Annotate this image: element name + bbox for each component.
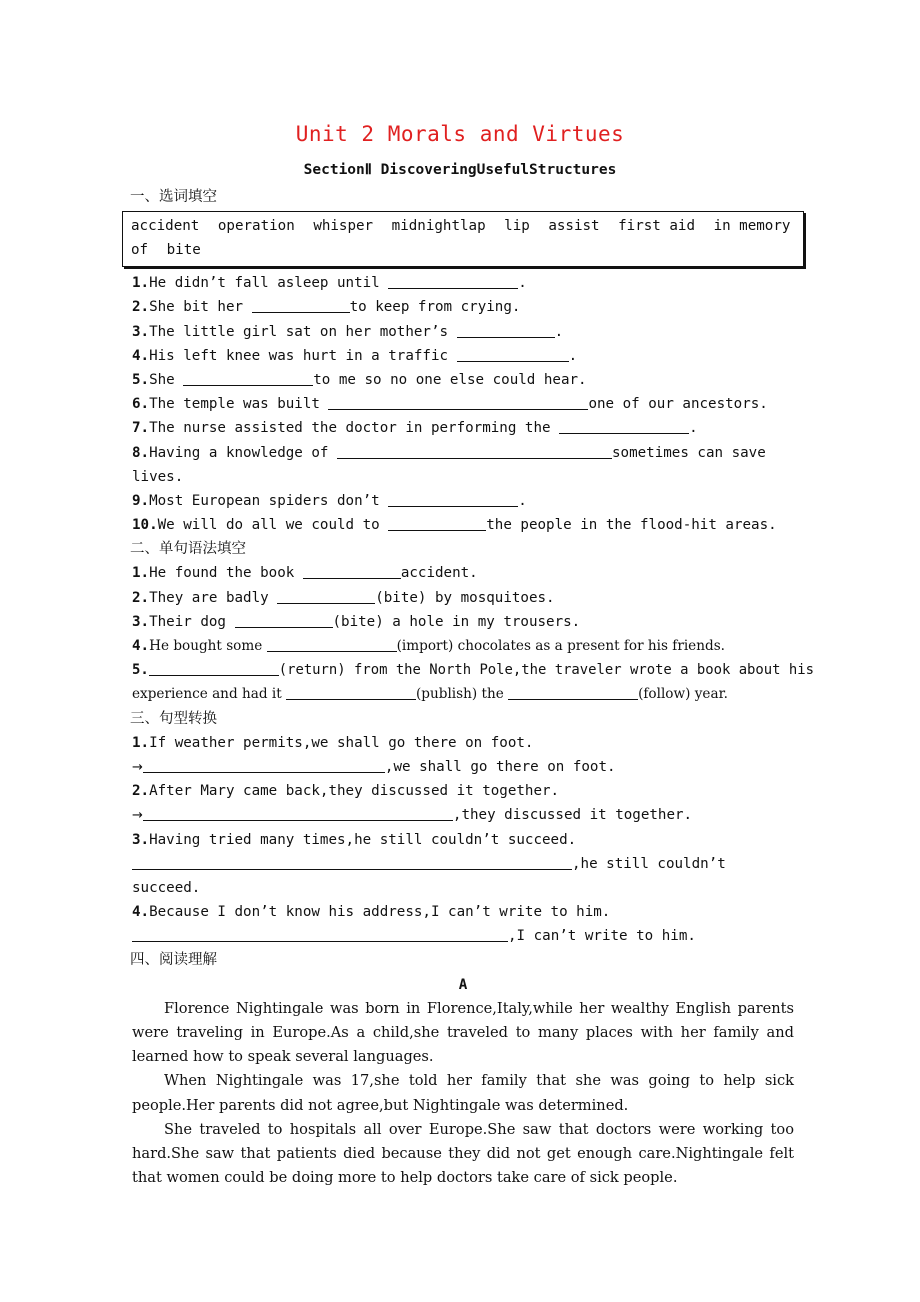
answer-line: ,he still couldn’t: [132, 852, 794, 876]
word-bank-item: lip: [504, 218, 530, 235]
word-bank-item: first aid: [618, 218, 696, 235]
passage-paragraph: She traveled to hospitals all over Europe.She saw that doctors were working too hard.She saw that patients died because they did not get enough care.Nightingale felt that women could be doing more to help doctors take care of sick people.: [132, 1120, 794, 1187]
arrow-icon: →: [132, 808, 143, 824]
question-line: 4.His left knee was hurt in a traffic .: [132, 347, 578, 364]
arrow-icon: →: [132, 759, 143, 775]
answer-blank[interactable]: [132, 854, 572, 870]
question-line: 3.Having tried many times,he still couldn’t succeed.: [132, 831, 577, 848]
word-bank-item: operation: [217, 218, 295, 235]
question-line: 7.The nurse assisted the doctor in performing the .: [132, 420, 698, 437]
worksheet-body: [130, 185, 814, 1190]
question-line: 2.They are badly (bite) by mosquitoes.: [132, 589, 555, 606]
section-heading-grammar: 二、单句语法填空: [130, 541, 246, 558]
answer-line: ,I can’t write to him.: [132, 924, 794, 948]
answer-blank[interactable]: [143, 805, 453, 821]
word-bank-box: [122, 211, 804, 267]
passage-label: A: [458, 976, 468, 993]
section-heading-vocab: 一、选词填空: [130, 189, 217, 205]
answer-blank[interactable]: [235, 612, 333, 628]
question-line: 5. (return) from the North Pole,the traveler wrote a book about his: [132, 662, 814, 679]
passage-paragraph: When Nightingale was 17,she told her family that she was going to help sick people.Her parents did not agree,but Nightingale was determined.: [132, 1072, 794, 1114]
question-line: 5.She to me so no one else could hear.: [132, 371, 587, 388]
word-bank-item: whisper: [313, 218, 374, 235]
question-line: 3.Their dog (bite) a hole in my trousers.: [132, 613, 581, 630]
answer-blank[interactable]: [337, 443, 612, 459]
answer-blank[interactable]: [457, 322, 555, 338]
answer-line: → ,they discussed it together.: [132, 807, 693, 824]
question-line: 9.Most European spiders don’t .: [132, 492, 527, 509]
question-line-continued: experience and had it (publish) the (follow) year.: [132, 686, 728, 703]
answer-blank[interactable]: [183, 370, 313, 386]
answer-blank[interactable]: [388, 491, 518, 507]
question-line: 4.He bought some (import) chocolates as a present for his friends.: [132, 638, 725, 654]
question-line: 8.Having a knowledge of sometimes can save: [132, 444, 766, 461]
answer-blank[interactable]: [328, 394, 588, 410]
passage-paragraph: Florence Nightingale was born in Florence,Italy,while her wealthy English parents were traveling in Europe.As a child,she traveled to many places with her family and learned how to speak several languages.: [132, 999, 794, 1066]
word-bank-item: accident: [131, 218, 200, 235]
answer-blank[interactable]: [303, 563, 401, 579]
answer-blank[interactable]: [267, 636, 397, 652]
question-line: 1.If weather permits,we shall go there on foot.: [132, 734, 534, 751]
answer-line: → ,we shall go there on foot.: [132, 758, 616, 775]
answer-blank[interactable]: [132, 926, 508, 942]
question-line: 4.Because I don’t know his address,I can’t write to him.: [132, 904, 611, 921]
answer-blank[interactable]: [252, 297, 350, 313]
section-heading-transform: 三、句型转换: [130, 710, 217, 727]
section-heading-reading: 四、阅读理解: [130, 952, 217, 969]
word-bank-item: in memory of: [131, 218, 791, 259]
question-line: 1.He didn’t fall asleep until .: [132, 275, 527, 292]
answer-blank[interactable]: [559, 418, 689, 434]
answer-blank[interactable]: [457, 346, 569, 362]
question-line: 2.After Mary came back,they discussed it together.: [132, 783, 560, 800]
section-subtitle: SectionⅡ DiscoveringUsefulStructures: [303, 162, 617, 178]
question-line: 2.She bit her to keep from crying.: [132, 299, 521, 316]
answer-blank[interactable]: [286, 684, 416, 700]
question-line: 10.We will do all we could to the people in the flood-hit areas.: [132, 517, 777, 534]
answer-blank[interactable]: [149, 660, 279, 676]
word-bank-item: midnightlap: [391, 218, 486, 235]
page-title: Unit 2 Morals and Virtues: [295, 122, 625, 146]
question-line: 1.He found the book accident.: [132, 565, 478, 582]
question-line-continued: lives.: [132, 468, 184, 485]
answer-blank[interactable]: [388, 515, 486, 531]
question-line: 3.The little girl sat on her mother’s .: [132, 323, 564, 340]
word-bank-item: bite: [166, 242, 201, 259]
answer-blank[interactable]: [388, 273, 518, 289]
answer-blank[interactable]: [277, 588, 375, 604]
word-bank-item: assist: [548, 218, 600, 235]
answer-blank[interactable]: [143, 757, 385, 773]
answer-blank[interactable]: [508, 684, 638, 700]
question-line: 6.The temple was built one of our ancestors.: [132, 396, 768, 413]
answer-line-continued: succeed.: [132, 879, 201, 896]
